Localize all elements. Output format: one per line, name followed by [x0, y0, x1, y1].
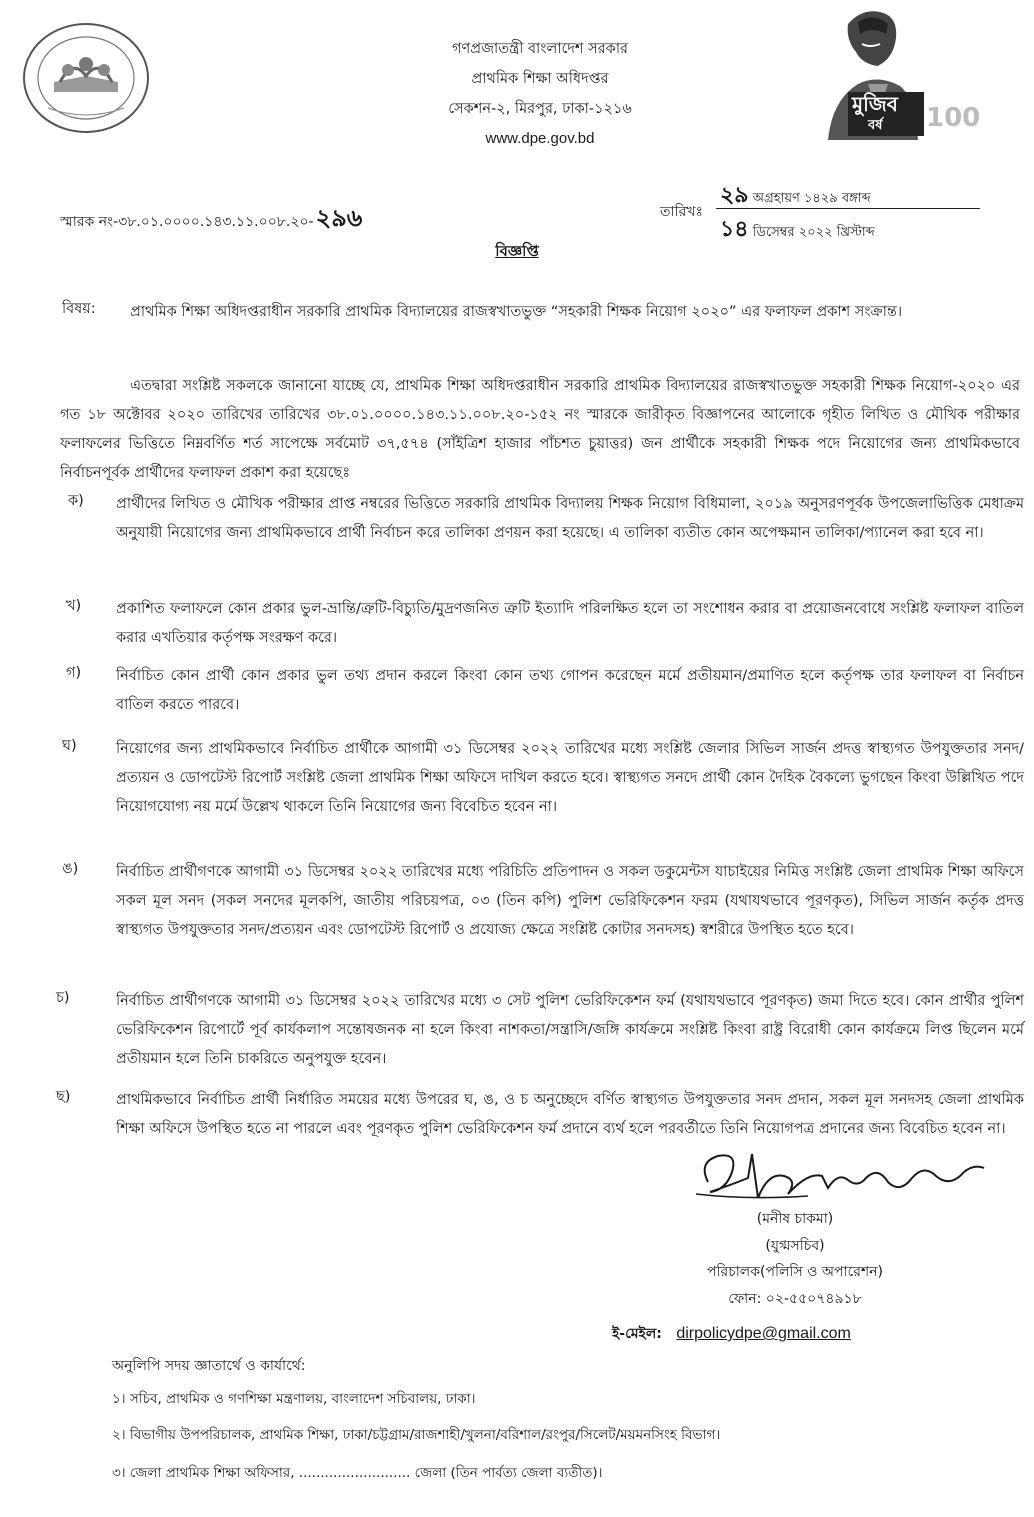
website-link[interactable]: www.dpe.gov.bd — [485, 130, 595, 147]
memo-text: স্মারক নং-৩৮.০১.০০০০.১৪৩.১১.০০৮.২০- — [60, 214, 314, 230]
memo-handwritten-number: ২৯৬ — [315, 203, 363, 232]
item-text: প্রার্থীদের লিখিত ও মৌখিক পরীক্ষার প্রাপ্ত নম্বরের ভিত্তিতে সরকারি প্রাথমিক বিদ্যালয় শিক্ষক নিয়োগ বিধিমালা, ২০১৯ অনুসরণপূর্বক উপজেলাভিত্তিক মেধাক্রম অনুযায়ী নিয়োগের জন্য প্রাথমিকভাবে প্রার্থী নির্বাচন করে তালিকা প্রণয়ন করা হয়েছে। এ তালিকা ব্যতীত কোন অপেক্ষমান তালিকা/প্যানেল করা হবে না। — [116, 496, 1024, 541]
intro-paragraph: এতদ্বারা সংশ্লিষ্ট সকলকে জানানো যাচ্ছে যে, প্রাথমিক শিক্ষা অধিদপ্তরাধীন সরকারি প্রাথমিক বিদ্যালয়ের রাজস্বখাতভুক্ত সহকারী শিক্ষক নিয়োগ-২০২০ এর গত ১৮ অক্টোবর ২০২০ তারিখের তারিখের ৩৮.০১.০০০০.১৪৩.১১.০০৮.২০-১৫২ নং স্মারকে জারীকৃত বিজ্ঞাপনের আলোকে গৃহীত লিখিত ও মৌখিক পরীক্ষার ফলাফলের ভিত্তিতে নিম্নবর্ণিত শর্ত সাপেক্ষে সর্বমোট ৩৭,৫৭৪ (সাঁইত্রিশ হাজার পাঁচশত চুয়াত্তর) জন প্রার্থীকে সহকারী শিক্ষক পদে নিয়োগের জন্য প্রাথমিকভাবে নির্বাচনপূর্বক প্রার্থীদের ফলাফল প্রকাশ করা হয়েছেঃ — [60, 378, 1020, 481]
date-gregorian-day: ১৪ — [720, 216, 749, 242]
item-text: প্রাথমিকভাবে নির্বাচিত প্রার্থী নির্ধারিত সময়ের মধ্যে উপরের ঘ, ঙ, ও চ অনুচ্ছেদে বর্ণিত স্বাস্থ্যগত উপযুক্ততার সনদ প্রদান, সকল মূল সনদসহ জেলা প্রাথমিক শিক্ষা অফিসে উপস্থিত হতে না পারলে এবং পূরণকৃত পুলিশ ভেরিফিকেশন ফর্ম প্রদানে ব্যর্থ হলে পরবর্তীতে তিনি নিয়োগপত্র প্রদানের জন্য বিবেচিত হবেন না। — [116, 1092, 1024, 1137]
date-bengali-text: অগ্রহায়ণ ১৪২৯ বঙ্গাব্দ — [752, 191, 871, 206]
mujib-borsho-emblem — [818, 4, 981, 140]
signatory-name: (মনীষ চাকমা) — [756, 1211, 834, 1227]
item-label: ছ) — [56, 1089, 71, 1105]
item-label: ঘ) — [62, 738, 77, 754]
memo-number — [60, 200, 362, 240]
item-text: নিয়োগের জন্য প্রাথমিকভাবে নির্বাচিত প্রার্থীকে আগামী ৩১ ডিসেম্বর ২০২২ তারিখের মধ্যে সংশ্লিষ্ট জেলার সিভিল সার্জন প্রদত্ত স্বাস্থ্যগত উপযুক্ততার সনদ/প্রত্যয়ন ও ডোপটেস্ট রিপোর্ট সংশ্লিষ্ট জেলা প্রাথমিক শিক্ষা অফিসে দাখিল করতে হবে। স্বাস্থ্যগত সনদে প্রার্থী কোন দৈহিক বৈকল্যে ভুগছেন কিংবা উল্লিখিত পদে নিয়োগযোগ্য নয় মর্মে উল্লেখ থাকলে তিনি নিয়োগের জন্য বিবেচিত হবেন না। — [116, 741, 1024, 815]
date-bengali-day: ২৯ — [720, 182, 749, 208]
subject-label: বিষয়: — [62, 301, 96, 317]
item-label: চ) — [56, 990, 70, 1006]
item-label: ঙ) — [62, 861, 79, 877]
item-label: গ) — [66, 665, 82, 681]
letterhead — [330, 34, 750, 154]
signatory-phone: ফোন: ০২-৫৫০৭৪৯১৮ — [728, 1290, 862, 1307]
emblem-caption: মুজিব — [852, 92, 898, 116]
copy-item: ২। বিভাগীয় উপপরিচালক, প্রাথমিক শিক্ষা, ঢাকা/চট্টগ্রাম/রাজশাহী/খুলনা/বরিশাল/রংপুর/সিলেট/ময়মনসিংহ বিভাগ। — [112, 1427, 721, 1443]
item-label: খ) — [66, 598, 82, 614]
email-label: ই-মেইল: — [612, 1326, 662, 1342]
date-label: তারিখঃ — [660, 204, 703, 220]
government-seal — [18, 18, 154, 138]
item-text: নির্বাচিত কোন প্রার্থী কোন প্রকার ভুল তথ্য প্রদান করলে কিংবা কোন তথ্য গোপন করেছেন মর্মে প্রতীয়মান/প্রমাণিত হলে কর্তৃপক্ষ তার ফলাফল বা নির্বাচন বাতিল করতে পারবে। — [116, 668, 1024, 713]
signatory-designation: পরিচালক(পলিসি ও অপারেশন) — [706, 1264, 884, 1280]
item-label: ক) — [68, 493, 84, 509]
item-text: নির্বাচিত প্রার্থীগণকে আগামী ৩১ ডিসেম্বর ২০২২ তারিখের মধ্যে ৩ সেট পুলিশ ভেরিফিকেশন ফর্ম (যথাযথভাবে পূরণকৃত) জমা দিতে হবে। কোন প্রার্থীর পুলিশ ভেরিফিকেশন রিপোর্টে পূর্ব কার্যকলাপ সন্তোষজনক না হলে কিংবা নাশকতা/সন্ত্রাসি/জঙ্গি কার্যক্রমে সংশ্লিষ্ট কিংবা রাষ্ট্র বিরোধী কোন কার্যক্রমে লিপ্ত ছিলেন মর্মে প্রতীয়মান হলে তিনি চাকরিতে অনুপযুক্ত হবেন। — [116, 993, 1024, 1067]
handwritten-signature — [688, 1142, 988, 1212]
signatory-email-row — [612, 1322, 851, 1346]
directorate-name: প্রাথমিক শিক্ষা অধিদপ্তর — [471, 71, 609, 87]
copy-item: ৩। জেলা প্রাথমিক শিক্ষা অফিসার, .......................... জেলা (তিন পার্বত্য জেলা ব্যতীত)। — [112, 1465, 603, 1481]
date-gregorian-text: ডিসেম্বর ২০২২ খ্রিস্টাব্দ — [752, 225, 875, 240]
subject-text: প্রাথমিক শিক্ষা অধিদপ্তরাধীন সরকারি প্রাথমিক বিদ্যালয়ের রাজস্বখাতভুক্ত “সহকারী শিক্ষক নিয়োগ ২০২০” এর ফলাফল প্রকাশ সংক্রান্ত। — [130, 304, 903, 320]
notice-title: বিজ্ঞপ্তি — [495, 242, 539, 260]
emblem-caption-2: বর্ষ — [868, 118, 883, 133]
date-divider — [716, 208, 980, 209]
date-bengali — [720, 178, 980, 215]
item-text: প্রকাশিত ফলাফলে কোন প্রকার ভুল-ভ্রান্তি/ত্রুটি-বিচ্যুতি/মুদ্রণজনিত ত্রুটি ইত্যাদি পরিলক্ষিত হলে তা সংশোধন করার বা প্রয়োজনবোধে সংশ্লিষ্ট ফলাফল বাতিল করার এখতিয়ার কর্তৃপক্ষ সংরক্ষণ করে। — [116, 601, 1024, 646]
address: সেকশন-২, মিরপুর, ঢাকা-১২১৬ — [448, 101, 632, 117]
government-name: গণপ্রজাতন্ত্রী বাংলাদেশ সরকার — [451, 41, 628, 57]
copy-heading: অনুলিপি সদয় জ্ঞাতার্থে ও কার্যার্থে: — [112, 1358, 306, 1374]
svg-text:100: 100 — [926, 103, 981, 133]
signatory-title: (যুগ্মসচিব) — [765, 1237, 825, 1254]
signatory-block — [620, 1206, 970, 1312]
copy-item: ১। সচিব, প্রাথমিক ও গণশিক্ষা মন্ত্রণালয়, বাংলাদেশ সচিবালয়, ঢাকা। — [112, 1391, 476, 1407]
item-text: নির্বাচিত প্রার্থীগণকে আগামী ৩১ ডিসেম্বর ২০২২ তারিখের মধ্যে পরিচিতি প্রতিপাদন ও সকল ডকুমেন্টস যাচাইয়ের নিমিত্ত সংশ্লিষ্ট জেলা প্রাথমিক শিক্ষা অফিসে সকল মূল সনদ (সকল সনদের মূলকপি, জাতীয় পরিচয়পত্র, ০৩ (তিন কপি) পুলিশ ভেরিফিকেশন ফরম (যথাযথভাবে পূরণকৃত), সিভিল সার্জন কর্তৃক প্রদত্ত স্বাস্থ্যগত উপযুক্ততার সনদ/প্রত্যয়ন এবং ডোপটেস্ট রিপোর্ট ও প্রযোজ্য ক্ষেত্রে সংশ্লিষ্ট কোটার সনদসহ) স্বশরীরে উপস্থিত হতে হবে। — [116, 864, 1024, 938]
email-link[interactable]: dirpolicydpe@gmail.com — [676, 1325, 851, 1342]
